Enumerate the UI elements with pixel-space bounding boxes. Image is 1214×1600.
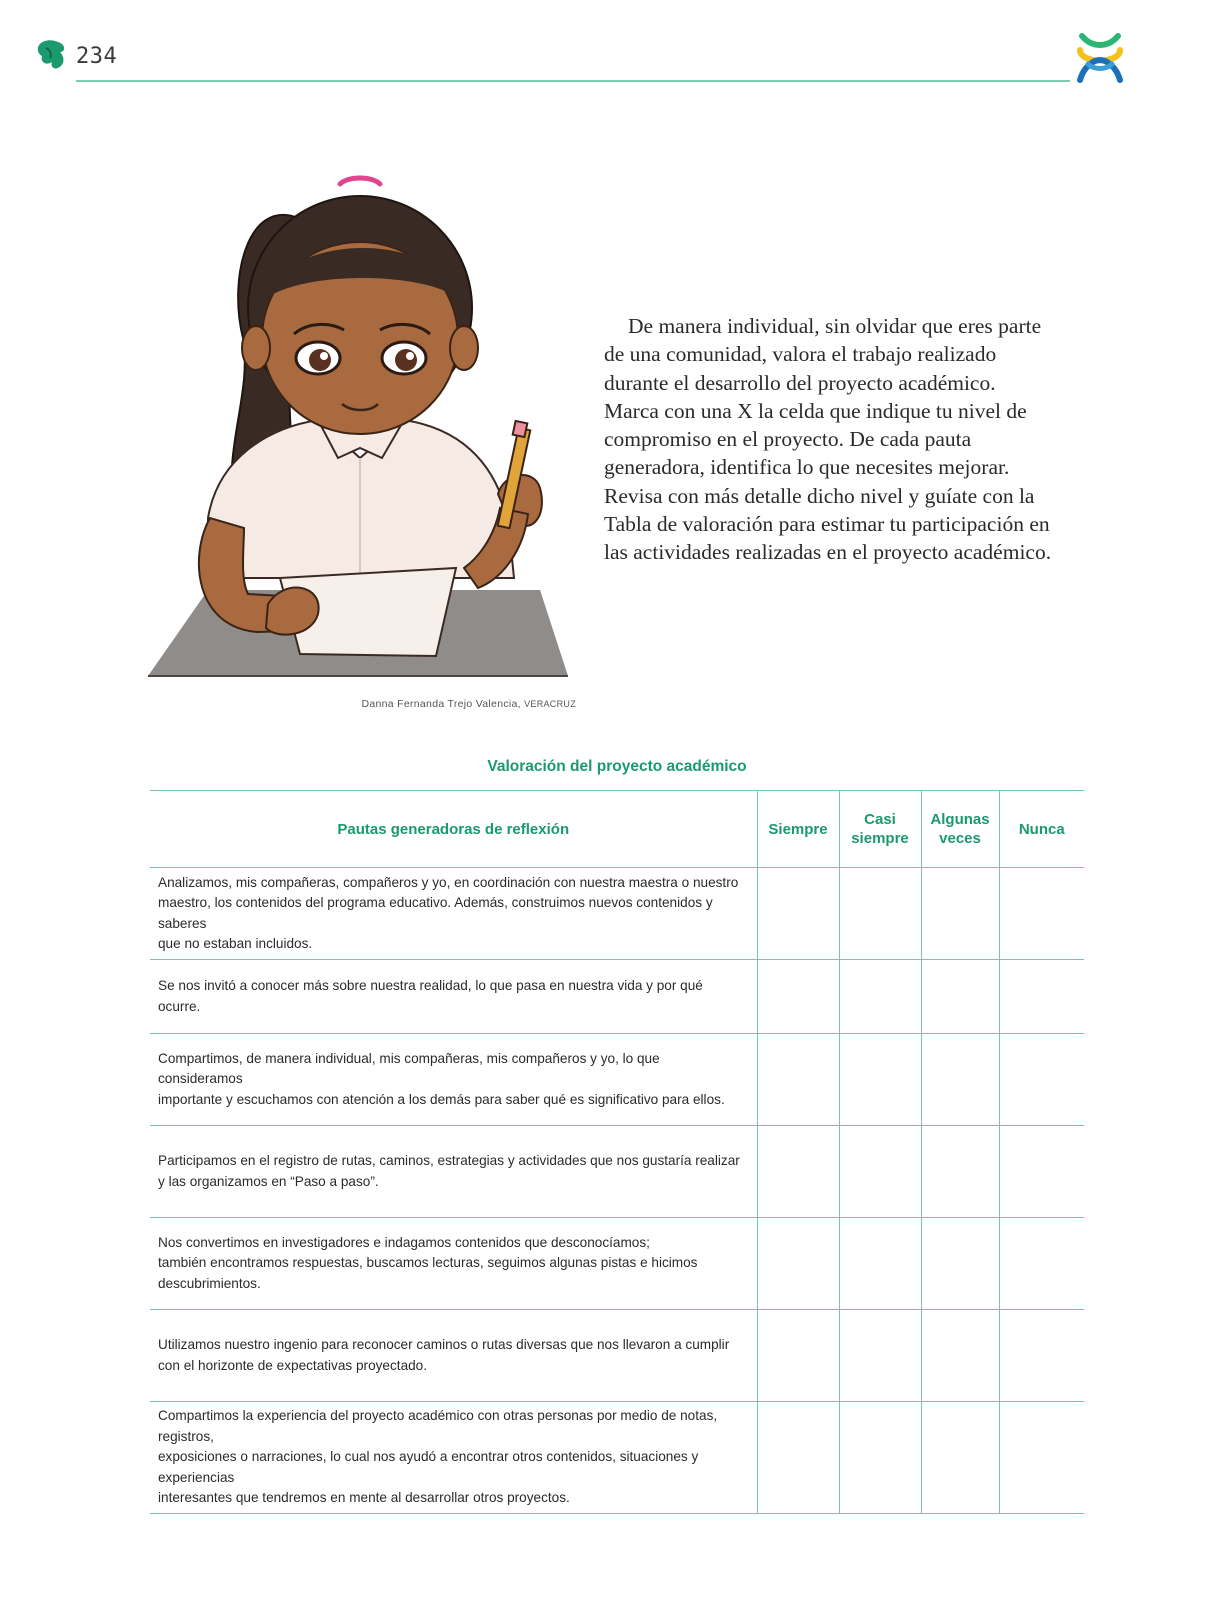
mark-cell-algunas-veces[interactable] (921, 868, 999, 960)
mark-cell-algunas-veces[interactable] (921, 1126, 999, 1218)
mark-cell-casi-siempre[interactable] (839, 868, 921, 960)
statement-line: exposiciones o narraciones, lo cual nos ayudó a encontrar otros contenidos, situaciones y experiencias (158, 1449, 699, 1485)
statement-line: Se nos invitó a conocer más sobre nuestra realidad, lo que pasa en nuestra vida y por qué ocurre. (158, 978, 703, 1014)
header-siempre: Siempre (757, 791, 839, 868)
mark-cell-siempre[interactable] (757, 1310, 839, 1402)
mark-cell-nunca[interactable] (999, 960, 1084, 1034)
statement-cell (150, 1034, 757, 1126)
header-criteria: Pautas generadoras de reflexión (150, 791, 757, 868)
mark-cell-algunas-veces[interactable] (921, 1034, 999, 1126)
mark-cell-casi-siempre[interactable] (839, 1218, 921, 1310)
statement-line: que no estaban incluidos. (158, 936, 313, 951)
header-casi-siempre-line: Casi (864, 811, 896, 828)
statement-cell (150, 1402, 757, 1514)
statement-line: Nos convertimos en investigadores e indagamos contenidos que desconocíamos; (158, 1234, 650, 1250)
statement-cell (150, 1126, 757, 1218)
statement-cell (150, 1218, 757, 1310)
statement-line: y las organizamos en “Paso a paso”. (158, 1173, 379, 1189)
statement-line: Compartimos, de manera individual, mis compañeras, mis compañeros y yo, lo que consideramos (158, 1050, 660, 1087)
caption-author: Danna Fernanda Trejo Valencia, (361, 698, 521, 710)
mark-cell-casi-siempre[interactable] (839, 1402, 921, 1514)
mark-cell-nunca[interactable] (999, 1402, 1084, 1514)
mark-cell-algunas-veces[interactable] (921, 1310, 999, 1402)
mark-cell-casi-siempre[interactable] (839, 1126, 921, 1218)
illustration-caption (300, 698, 576, 710)
table-title: Valoración del proyecto académico (487, 758, 747, 775)
statement-line: importante y escuchamos con atención a los demás para saber qué es significativo para ellos. (158, 1091, 725, 1107)
mark-cell-nunca[interactable] (999, 1218, 1084, 1310)
mark-cell-algunas-veces[interactable] (921, 960, 999, 1034)
header-algunas-veces-line: veces (939, 830, 981, 847)
mark-cell-algunas-veces[interactable] (921, 1218, 999, 1310)
statement-line: Analizamos, mis compañeras, compañeros y yo, en coordinación con nuestra maestra o nuestro (158, 874, 739, 890)
mark-cell-casi-siempre[interactable] (839, 1310, 921, 1402)
statement-cell (150, 960, 757, 1034)
header-algunas-veces (921, 791, 999, 868)
instructions-paragraph: De manera individual, sin olvidar que eres parte de una comunidad, valora el trabajo realizado durante el desarrollo del proyecto académico. Marca con una X la celda que indique tu nivel de compromiso en el proyecto. De cada pauta generadora, identifica lo que necesites mejorar. Revisa con más detalle dicho nivel y guíate con la Tabla de valoración para estimar tu participación en las actividades realizadas en el proyecto académico. (604, 314, 1052, 565)
mark-cell-siempre[interactable] (757, 1402, 839, 1514)
statement-line: descubrimientos. (158, 1275, 261, 1291)
mark-cell-casi-siempre[interactable] (839, 960, 921, 1034)
mark-cell-siempre[interactable] (757, 1218, 839, 1310)
table-row (150, 1310, 1084, 1402)
mark-cell-siempre[interactable] (757, 960, 839, 1034)
table-row (150, 868, 1084, 960)
table-row (150, 1034, 1084, 1126)
mark-cell-casi-siempre[interactable] (839, 1034, 921, 1126)
mark-cell-algunas-veces[interactable] (921, 1402, 999, 1514)
mark-cell-nunca[interactable] (999, 868, 1084, 960)
table-header-row (150, 791, 1084, 868)
table-row (150, 1126, 1084, 1218)
table-row (150, 960, 1084, 1034)
girl-writing-illustration (148, 158, 580, 686)
statement-cell (150, 1310, 757, 1402)
mark-cell-siempre[interactable] (757, 1034, 839, 1126)
statement-line: Compartimos la experiencia del proyecto académico con otras personas por medio de notas, registros, (158, 1408, 718, 1444)
colored-knot-logo-icon (1074, 30, 1126, 84)
table-row (150, 1218, 1084, 1310)
mark-cell-nunca[interactable] (999, 1310, 1084, 1402)
statement-line: también encontramos respuestas, buscamos lecturas, seguimos algunas pistas e hicimos (158, 1255, 698, 1271)
mark-cell-siempre[interactable] (757, 1126, 839, 1218)
header-algunas-veces-line: Algunas (930, 811, 990, 828)
mark-cell-siempre[interactable] (757, 868, 839, 960)
evaluation-table (150, 790, 1084, 1514)
green-leaf-logo-icon (36, 38, 68, 72)
mark-cell-nunca[interactable] (999, 1034, 1084, 1126)
statement-line: interesantes que tendremos en mente al desarrollar otros proyectos. (158, 1490, 570, 1505)
header-nunca: Nunca (999, 791, 1084, 868)
statement-line: con el horizonte de expectativas proyectado. (158, 1357, 428, 1373)
header-casi-siempre (839, 791, 921, 868)
header-rule (76, 80, 1070, 82)
page-number: 234 (76, 44, 118, 69)
statement-line: Participamos en el registro de rutas, caminos, estrategias y actividades que nos gustaría realizar (158, 1153, 740, 1168)
header-casi-siempre-line: siempre (851, 830, 909, 847)
statement-line: Utilizamos nuestro ingenio para reconocer caminos o rutas diversas que nos llevaron a cumplir (158, 1337, 730, 1352)
table-row (150, 1402, 1084, 1514)
statement-cell (150, 868, 757, 960)
caption-place: VERACRUZ (524, 699, 576, 709)
statement-line: maestro, los contenidos del programa educativo. Además, construimos nuevos contenidos y saberes (158, 895, 713, 931)
mark-cell-nunca[interactable] (999, 1126, 1084, 1218)
